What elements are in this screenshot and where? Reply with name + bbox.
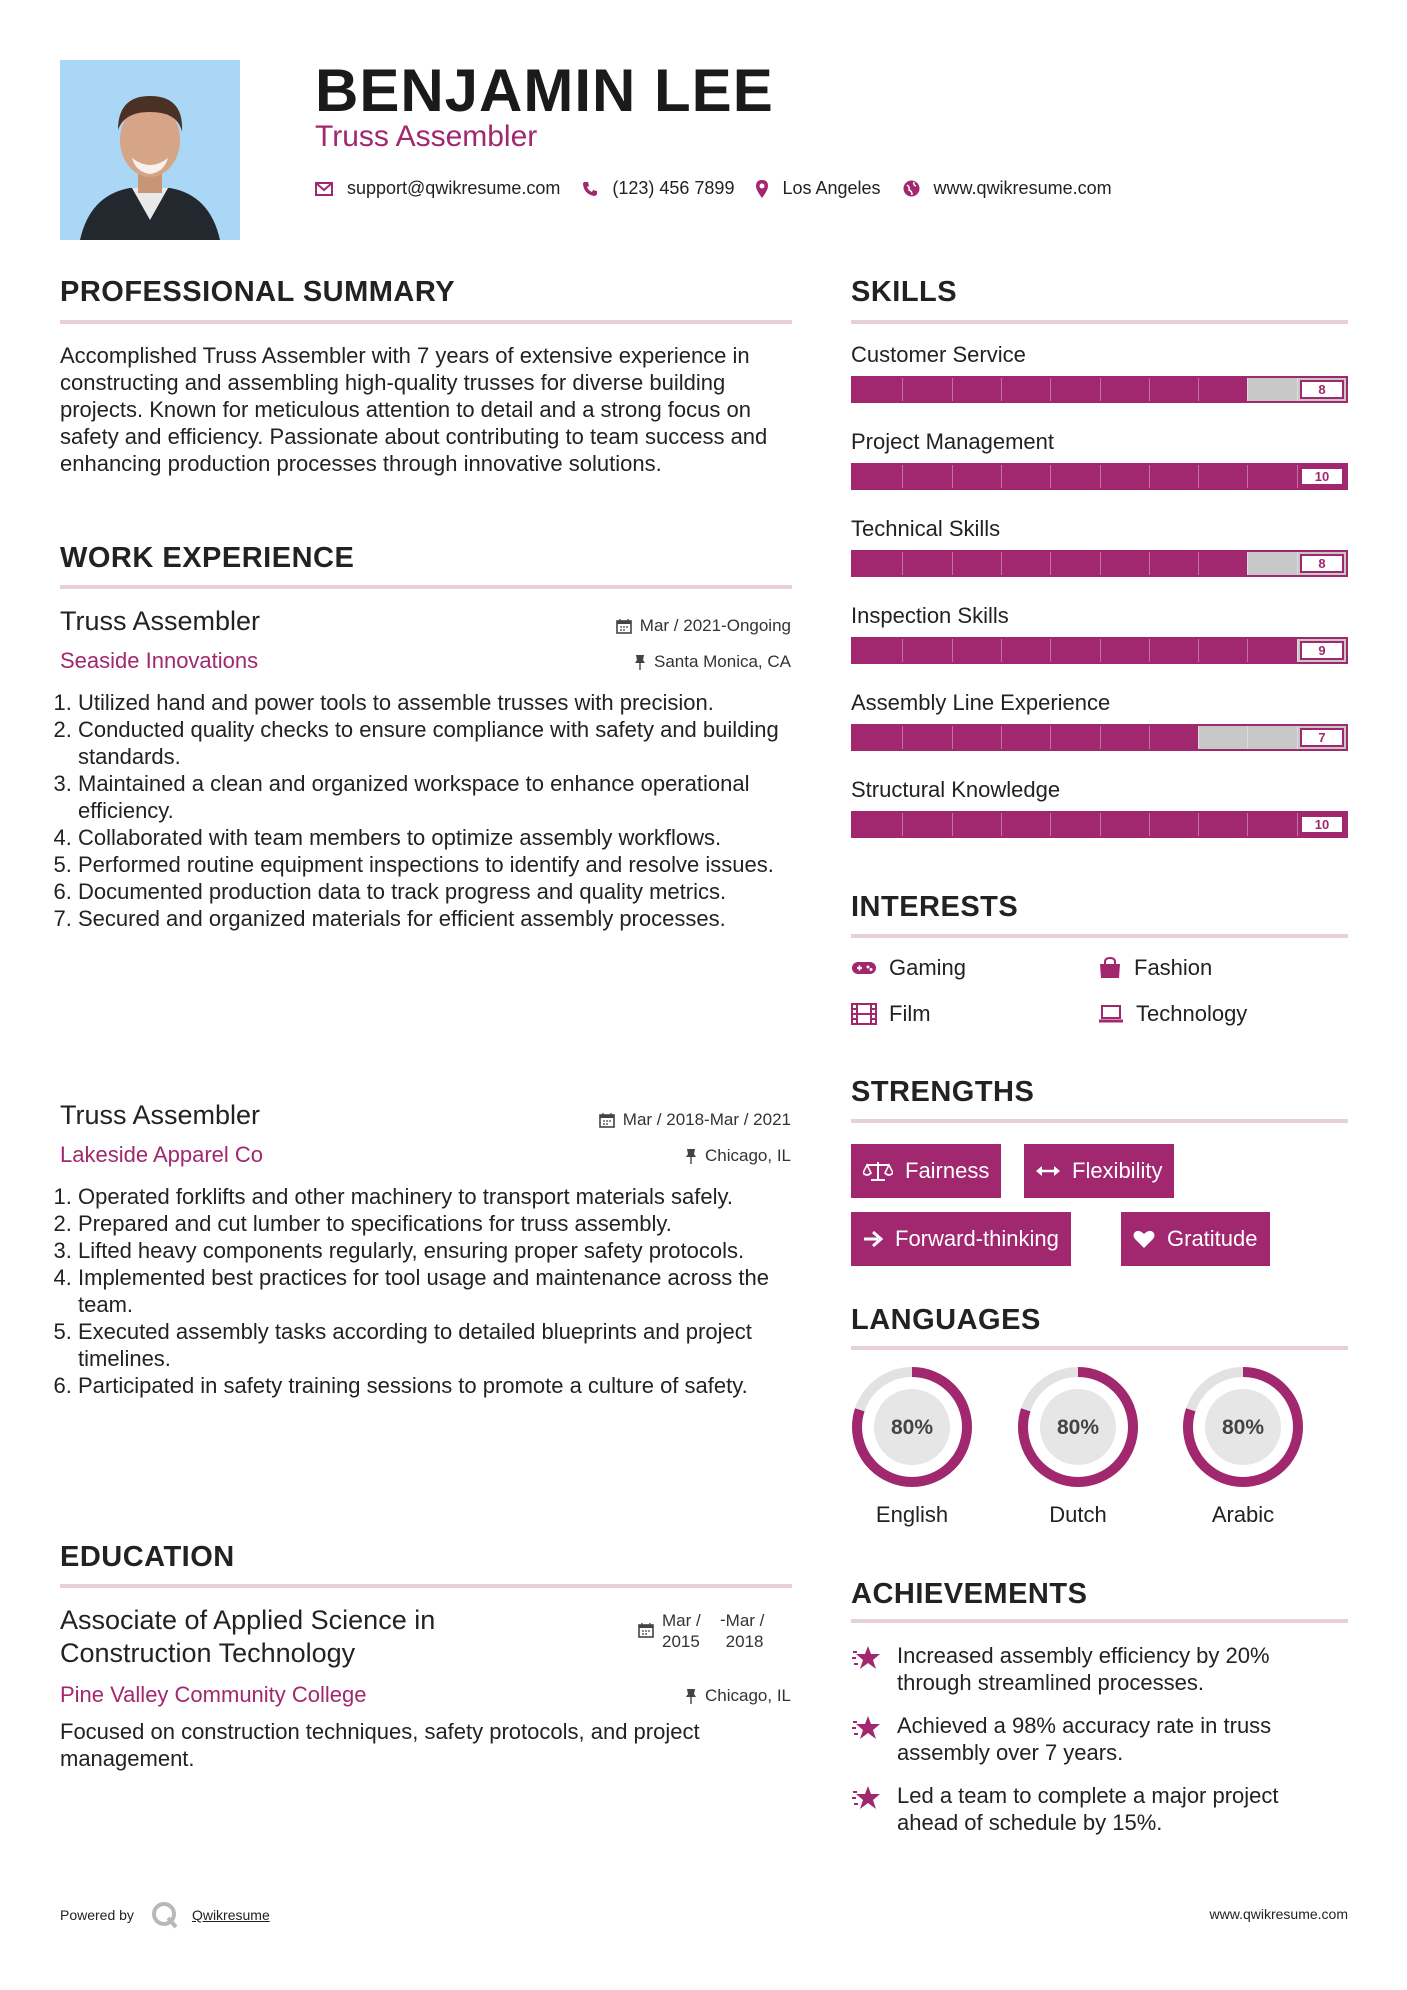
- language-label: Dutch: [1049, 1502, 1107, 1527]
- skill-item: [851, 429, 1348, 490]
- skill-bar-segment: [1297, 813, 1298, 836]
- job-title: Truss Assembler: [60, 606, 261, 636]
- skill-item: [851, 516, 1348, 577]
- skill-bar-segment: [1247, 378, 1248, 401]
- achievement-text: Increased assembly efficiency by 20% through streamlined processes.: [897, 1643, 1270, 1695]
- strength-badge: [851, 1144, 1001, 1198]
- job-company: Lakeside Apparel Co: [60, 1142, 264, 1167]
- skill-bar-segment: [952, 465, 953, 488]
- skill-bar-segment: [1247, 639, 1248, 662]
- skill-label: Customer Service: [851, 342, 1026, 367]
- skill-bar-segment: [1149, 552, 1150, 575]
- list-item: 4. Implemented best practices for tool usage and maintenance across the team.: [78, 1264, 798, 1318]
- interest-label: Fashion: [1134, 955, 1213, 980]
- interest-gaming: [851, 955, 966, 981]
- language-percent: 80%: [1056, 1416, 1100, 1439]
- interest-label: Gaming: [889, 955, 967, 980]
- achievements-heading: ACHIEVEMENTS: [851, 1578, 1088, 1610]
- trophy-star-icon: [851, 1714, 883, 1742]
- skill-bar-segment: [1001, 378, 1002, 401]
- strength-label: Flexibility: [1072, 1158, 1163, 1183]
- list-item: 3. Maintained a clean and organized workspace to enhance operational efficiency.: [78, 770, 798, 824]
- education-description: Focused on construction techniques, safety protocols, and project management.: [60, 1719, 700, 1771]
- heart-icon: [1133, 1229, 1155, 1249]
- skill-bar-fill: [853, 726, 1198, 749]
- contact-bar: [315, 178, 1134, 199]
- job-location-text: Santa Monica, CA: [653, 652, 791, 671]
- skill-bar-segment: [1149, 639, 1150, 662]
- skill-bar-segment: [1100, 726, 1101, 749]
- summary-heading: PROFESSIONAL SUMMARY: [60, 276, 456, 308]
- skill-bar-segment: [902, 639, 903, 662]
- skill-label: Structural Knowledge: [851, 777, 1061, 802]
- education-date: Mar / 2015 - Mar / 2018: [638, 1610, 778, 1652]
- achievement-item: [851, 1642, 1331, 1696]
- skill-bar-segment: [1001, 639, 1002, 662]
- envelope-icon: [315, 182, 333, 196]
- skill-bar: [851, 550, 1348, 577]
- film-icon: [851, 1003, 877, 1025]
- list-item: 1. Operated forklifts and other machinery to transport materials safely.: [78, 1183, 798, 1210]
- skill-bar-segment: [1247, 726, 1248, 749]
- section-divider: [851, 1119, 1348, 1123]
- skill-bar-segment: [1050, 639, 1051, 662]
- skill-bar-segment: [1149, 813, 1150, 836]
- skill-label: Assembly Line Experience: [851, 690, 1111, 715]
- list-item: 1. Utilized hand and power tools to assemble trusses with precision.: [78, 689, 798, 716]
- skill-bar-segment: [1247, 552, 1248, 575]
- language-label: Arabic: [1211, 1502, 1275, 1527]
- skill-bar-segment: [1247, 813, 1248, 836]
- skill-bar-segment: [1198, 726, 1199, 749]
- shopping-bag-icon: [1098, 957, 1122, 979]
- laptop-icon: [1098, 1005, 1124, 1023]
- skill-bar-segment: [1297, 465, 1298, 488]
- list-item: 6. Documented production data to track progress and quality metrics.: [78, 878, 798, 905]
- phone-text: (123) 456 7899: [612, 178, 735, 198]
- summary-text: Accomplished Truss Assembler with 7 years of extensive experience in constructing and assembling high-quality trusses for diverse building projects. Known for meticulous attention to detail and a strong focus on safety and efficiency. Passionate about contributing to team success and enhancing production processes through innovative solutions.: [60, 343, 768, 476]
- qwikresume-logo-icon: [150, 1900, 180, 1930]
- contact-website[interactable]: [903, 178, 1112, 199]
- skill-value: 10: [1300, 815, 1344, 834]
- skill-bar-segment: [952, 378, 953, 401]
- list-item: 4. Collaborated with team members to optimize assembly workflows.: [78, 824, 798, 851]
- education-location-text: Chicago, IL: [705, 1686, 791, 1705]
- skill-value: 10: [1300, 467, 1344, 486]
- map-marker-icon: [756, 180, 768, 198]
- strength-label: Forward-thinking: [895, 1226, 1059, 1251]
- experience-heading: WORK EXPERIENCE: [60, 542, 355, 574]
- skill-bar-segment: [1149, 378, 1150, 401]
- skill-bar-segment: [1100, 813, 1101, 836]
- skill-bar-segment: [952, 813, 953, 836]
- job-duties-list: [60, 689, 798, 932]
- list-item: 5. Executed assembly tasks according to detailed blueprints and project timelines.: [78, 1318, 798, 1372]
- job-company: Seaside Innovations: [60, 648, 259, 673]
- skill-value: 8: [1300, 554, 1344, 573]
- candidate-title: Truss Assembler: [315, 120, 538, 153]
- skill-bar-segment: [1100, 378, 1101, 401]
- brand-link[interactable]: Qwikresume: [191, 1907, 270, 1923]
- achievement-item: [851, 1782, 1331, 1836]
- skill-item: [851, 603, 1348, 664]
- list-item: 2. Prepared and cut lumber to specifications for truss assembly.: [78, 1210, 798, 1237]
- skill-bar: [851, 811, 1348, 838]
- arrow-right-icon: [863, 1230, 883, 1248]
- language-ring: [1017, 1366, 1139, 1488]
- skill-bar-segment: [1297, 552, 1298, 575]
- skill-bar-segment: [1100, 552, 1101, 575]
- skill-bar-segment: [1001, 465, 1002, 488]
- pin-icon: [634, 654, 646, 670]
- section-divider: [851, 934, 1348, 938]
- calendar-icon: [599, 1112, 615, 1128]
- skill-bar: [851, 724, 1348, 751]
- footer-powered: [60, 1900, 270, 1930]
- skill-bar-segment: [902, 465, 903, 488]
- skill-bar-fill: [853, 639, 1297, 662]
- section-divider: [851, 1619, 1348, 1623]
- section-divider: [60, 585, 792, 589]
- achievement-text: Achieved a 98% accuracy rate in truss assembly over 7 years.: [897, 1713, 1272, 1765]
- skill-bar-segment: [1050, 552, 1051, 575]
- skill-bar-segment: [1198, 639, 1199, 662]
- skill-value: 8: [1300, 380, 1344, 399]
- arrows-horizontal-icon: [1036, 1164, 1060, 1178]
- language-label: English: [875, 1502, 949, 1527]
- language-percent: 80%: [1221, 1416, 1265, 1439]
- phone-icon: [582, 181, 598, 197]
- skill-item: [851, 342, 1348, 403]
- skill-bar-segment: [902, 726, 903, 749]
- list-item: 2. Conducted quality checks to ensure compliance with safety and building standards.: [78, 716, 798, 770]
- language-ring: [851, 1366, 973, 1488]
- achievement-text: Led a team to complete a major project ahead of schedule by 15%.: [897, 1783, 1279, 1835]
- skill-label: Technical Skills: [851, 516, 1001, 541]
- profile-photo: [60, 60, 240, 240]
- section-divider: [851, 320, 1348, 324]
- gamepad-icon: [851, 960, 877, 976]
- skill-bar-segment: [1297, 639, 1298, 662]
- school-name: Pine Valley Community College: [60, 1682, 367, 1707]
- list-item: 5. Performed routine equipment inspections to identify and resolve issues.: [78, 851, 798, 878]
- skill-bar-segment: [1297, 726, 1298, 749]
- skill-bar-segment: [1198, 813, 1199, 836]
- job-date: [616, 616, 791, 636]
- section-divider: [60, 1584, 792, 1588]
- skill-bar-segment: [1001, 552, 1002, 575]
- skill-bar-segment: [952, 726, 953, 749]
- skill-bar-segment: [1149, 465, 1150, 488]
- skill-bar-segment: [1198, 465, 1199, 488]
- job-location: [634, 652, 791, 672]
- job-location-text: Chicago, IL: [705, 1146, 791, 1165]
- skill-bar: [851, 376, 1348, 403]
- contact-location: [756, 178, 880, 199]
- interests-heading: INTERESTS: [851, 891, 1019, 923]
- skill-label: Inspection Skills: [851, 603, 1009, 628]
- degree-title: Associate of Applied Science in Construction Technology: [60, 1605, 436, 1668]
- globe-icon: [903, 180, 920, 197]
- skill-bar: [851, 463, 1348, 490]
- interest-fashion: [1098, 955, 1212, 981]
- skill-bar-segment: [1100, 465, 1101, 488]
- skill-bar-segment: [1247, 465, 1248, 488]
- strengths-heading: STRENGTHS: [851, 1076, 1035, 1108]
- section-divider: [851, 1346, 1348, 1350]
- contact-phone[interactable]: [582, 178, 734, 199]
- skill-bar-segment: [1001, 726, 1002, 749]
- achievement-item: [851, 1712, 1331, 1766]
- job-date-text: Mar / 2021-Ongoing: [639, 616, 791, 635]
- languages-heading: LANGUAGES: [851, 1304, 1041, 1336]
- strength-badge: [851, 1212, 1071, 1266]
- email-text: support@qwikresume.com: [347, 178, 561, 198]
- interest-label: Technology: [1136, 1001, 1248, 1026]
- contact-email[interactable]: [315, 178, 560, 199]
- strength-badge: [1121, 1212, 1270, 1266]
- interest-film: [851, 1001, 931, 1027]
- trophy-star-icon: [851, 1784, 883, 1812]
- job-date: [599, 1110, 791, 1130]
- powered-by-text: Powered by: [60, 1907, 134, 1923]
- skill-item: [851, 690, 1348, 751]
- language-percent: 80%: [890, 1416, 934, 1439]
- skill-bar-segment: [952, 552, 953, 575]
- skill-bar-segment: [1149, 726, 1150, 749]
- job-duties-list: [60, 1183, 798, 1399]
- skill-bar-segment: [1198, 378, 1199, 401]
- education-location: [685, 1686, 791, 1706]
- education-date-end: Mar / 2018: [725, 1611, 765, 1651]
- website-text: www.qwikresume.com: [933, 178, 1112, 198]
- skill-item: [851, 777, 1348, 838]
- trophy-star-icon: [851, 1644, 883, 1672]
- skills-heading: SKILLS: [851, 276, 958, 308]
- skill-bar-segment: [1050, 465, 1051, 488]
- pin-icon: [685, 1688, 697, 1704]
- list-item: 6. Participated in safety training sessions to promote a culture of safety.: [78, 1372, 798, 1399]
- education-heading: EDUCATION: [60, 1541, 235, 1573]
- skill-bar-segment: [902, 813, 903, 836]
- skill-bar-segment: [1100, 639, 1101, 662]
- skill-value: 7: [1300, 728, 1344, 747]
- skill-bar-segment: [1050, 378, 1051, 401]
- footer-url[interactable]: www.qwikresume.com: [1209, 1906, 1348, 1922]
- interest-label: Film: [889, 1001, 931, 1026]
- calendar-icon: [638, 1622, 654, 1638]
- balance-scale-icon: [863, 1160, 893, 1182]
- skill-bar-segment: [902, 378, 903, 401]
- candidate-name: BENJAMIN LEE: [315, 57, 774, 124]
- strength-badge: [1024, 1144, 1174, 1198]
- interest-technology: [1098, 1001, 1247, 1027]
- skill-bar-segment: [1198, 552, 1199, 575]
- list-item: 3. Lifted heavy components regularly, ensuring proper safety protocols.: [78, 1237, 798, 1264]
- education-date-start: Mar / 2015: [662, 1611, 701, 1651]
- section-divider: [60, 320, 792, 324]
- location-text: Los Angeles: [782, 178, 881, 198]
- pin-icon: [685, 1148, 697, 1164]
- skill-bar-segment: [902, 552, 903, 575]
- job-location: [685, 1146, 791, 1166]
- calendar-icon: [616, 618, 632, 634]
- skill-bar-segment: [1050, 726, 1051, 749]
- skill-bar-segment: [1001, 813, 1002, 836]
- skill-bar-segment: [1297, 378, 1298, 401]
- skill-bar: [851, 637, 1348, 664]
- strength-label: Gratitude: [1167, 1226, 1258, 1251]
- skill-bar-segment: [1050, 813, 1051, 836]
- skill-label: Project Management: [851, 429, 1054, 454]
- job-title: Truss Assembler: [60, 1100, 261, 1130]
- list-item: 7. Secured and organized materials for efficient assembly processes.: [78, 905, 798, 932]
- skill-bar-segment: [952, 639, 953, 662]
- language-ring: [1182, 1366, 1304, 1488]
- job-date-text: Mar / 2018-Mar / 2021: [622, 1110, 791, 1129]
- strength-label: Fairness: [905, 1158, 990, 1183]
- skill-value: 9: [1300, 641, 1344, 660]
